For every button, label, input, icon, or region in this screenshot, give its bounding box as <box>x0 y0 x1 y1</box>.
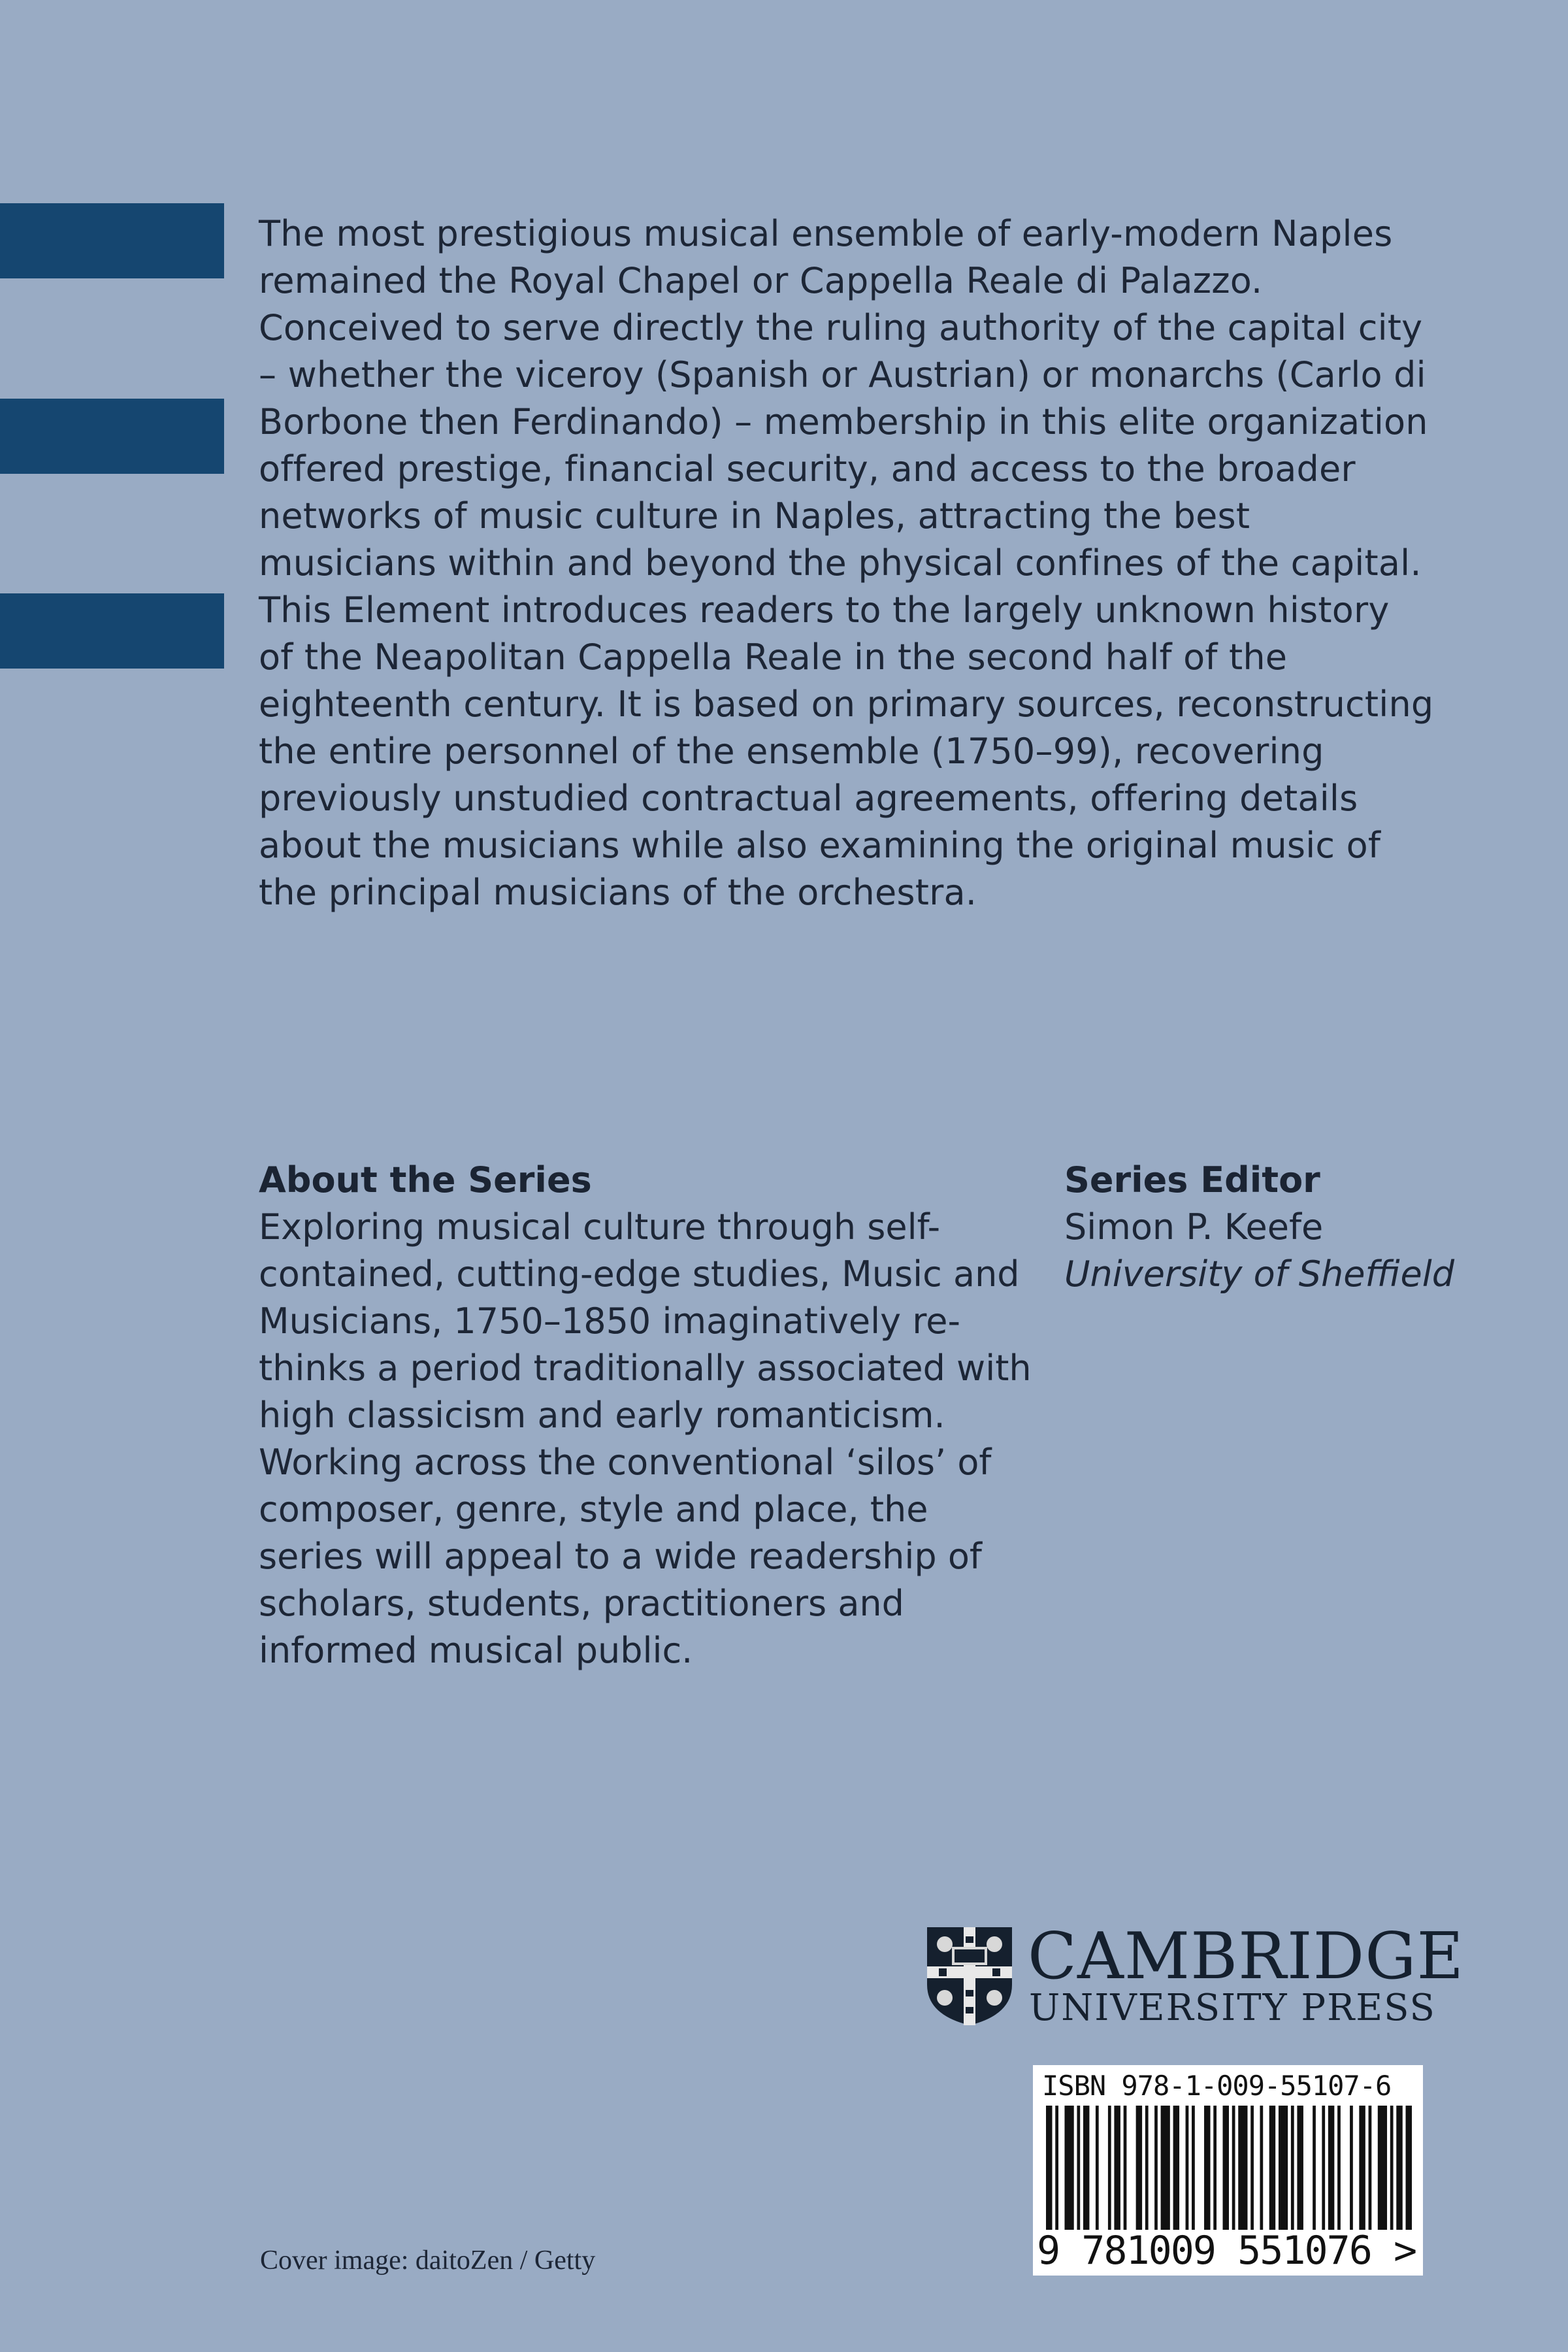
series-editor-affiliation: University of Sheffield <box>1064 1253 1454 1295</box>
publisher-subtitle: UNIVERSITY PRESS <box>1029 1987 1436 2029</box>
about-series-text: Exploring musical culture through self-contained, cutting-edge studies, Music and Musicians, 1750–1850 imaginatively re-thinks a period traditionally associated with high classicism and early romanticism. Working across the conventional ‘silos’ of composer, genre, style and place, the series will appeal to a wide readership of scholars, students, practitioners and informed musical public. <box>259 1206 1032 1671</box>
accent-bar-bottom <box>0 593 224 669</box>
book-description: The most prestigious musical ensemble of early-modern Naples remained the Royal Chapel or Cappella Reale di Palazzo. Conceived to serve directly the ruling authority of the capital city – whether the viceroy (Spanish or Austrian) or monarchs (Carlo di Borbone then Ferdinando) – membership in this elite organization offered prestige, financial security, and access to the broader networks of music culture in Naples, attracting the best musicians within and beyond the physical confines of the capital. This Element introduces readers to the largely unknown history of the Neapolitan Cappella Reale in the second half of the eighteenth century. It is based on primary sources, reconstructing the entire personnel of the ensemble (1750–99), recovering previously unstudied contractual agreements, offering details about the musicians while also examining the original music of the principal musicians of the orchestra. <box>259 213 1434 913</box>
barcode-bars <box>1046 2106 1412 2243</box>
isbn-barcode <box>1033 2065 1423 2276</box>
barcode-digits: 9 781009 551076 > <box>1037 2228 1416 2274</box>
publisher-name: CAMBRIDGE <box>1028 1919 1465 1994</box>
cover-image-credit: Cover image: daitoZen / Getty <box>260 2245 596 2276</box>
about-series-title: About the Series <box>259 1159 592 1201</box>
accent-bar-middle <box>0 399 224 474</box>
cambridge-shield-icon <box>924 1925 1015 2028</box>
publisher-logo <box>924 1919 1465 2029</box>
about-series-section <box>259 1157 1043 1674</box>
series-editor-title: Series Editor <box>1064 1159 1320 1201</box>
series-editor-section <box>1064 1157 1469 1298</box>
series-editor-name: Simon P. Keefe <box>1064 1206 1324 1248</box>
accent-bar-top <box>0 203 224 278</box>
isbn-label: ISBN 978-1-009-55107-6 <box>1042 2070 1392 2102</box>
